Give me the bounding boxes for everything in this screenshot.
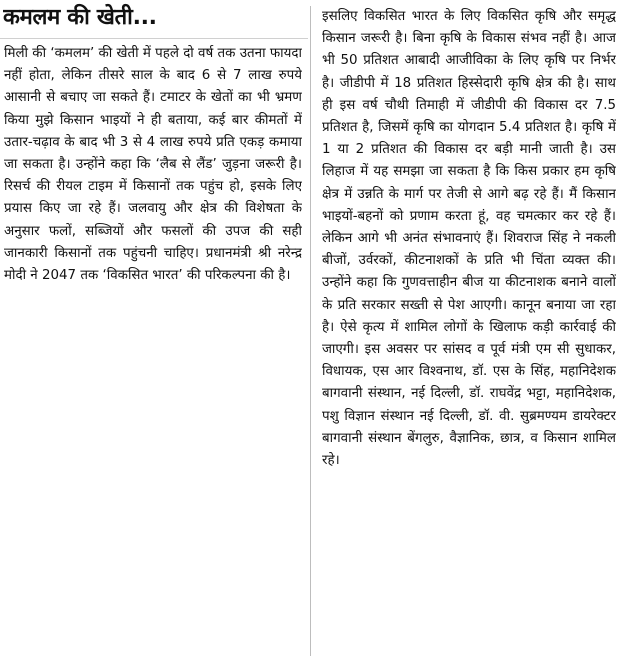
article-right-column: इसलिए विकसित भारत के लिए विकसित कृषि और समृद्ध किसान जरूरी है। बिना कृषि के विकास संभव नहीं है। आज भी 50 प्रतिशत आबादी आजीविका के लिए कृषि पर निर्भर है। जीडीपी में 18 प्रतिशत हिस्सेदारी कृषि क्षेत्र की है। साथ ही इस वर्ष चौथी तिमाही में जीडीपी की विकास दर 7.5 प्रतिशत है, जिसमें कृषि का योगदान 5.4 प्रतिशत है। कृषि में 1 या 2 प्रतिशत की विकास दर बड़ी मानी जाती है। उस लिहाज में यह समझा जा सकता है कि किस प्रकार हम कृषि क्षेत्र में उन्नति के मार्ग पर तेजी से आगे बढ़ रहे हैं। मैं किसान भाइयों-बहनों को प्रणाम करता हूं, वह चमत्कार कर रहे हैं। लेकिन आगे भी अनंत संभावनाएं हैं। शिवराज सिंह ने नकली बीजों, उर्वरकों, कीटनाशकों के प्रति भी चिंता व्यक्त की। उन्होंने कहा कि गुणवत्ताहीन बीज या कीटनाशक बनाने वालों के प्रति सरकार सख्ती से पेश आएगी। कानून बनाया जा रहा है। ऐसे कृत्य में शामिल लोगों के खिलाफ कड़ी कार्रवाई की जाएगी। इस अवसर पर सांसद व पूर्व मंत्री एम सी सुधाकर, विधायक, एस आर विश्वनाथ, डॉ. एस के सिंह, महानिदेशक बागवानी संस्थान, नई दिल्ली, डॉ. राघवेंद्र भट्टा, महानिदेशक, पशु विज्ञान संस्थान नई दिल्ली, डॉ. वी. सुब्रमण्यम डायरेक्टर बागवानी संस्थान बेंगलुरु, वैज्ञानिक, छात्र, व किसान शामिल रहे। [322, 9, 616, 469]
headline-rule [0, 38, 308, 39]
article-left-column: मिली की ‘कमलम’ की खेती में पहले दो वर्ष तक उतना फायदा नहीं होता, लेकिन तीसरे साल के बाद 6 से 7 लाख रुपये आसानी से बचाए जा सकते हैं। टमाटर के खेतों का भी भ्रमण किया मुझे किसान भाइयों ने ही बताया, कई बार कीमतों में उतार-चढ़ाव के बाद भी 3 से 4 लाख रुपये प्रति एकड़ कमाया जा सकता है। उन्होंने कहा कि ‘लैब से लैंड’ जुड़ना जरूरी है। रिसर्च की रीयल टाइम में किसानों तक पहुंच हो, इसके लिए प्रयास किए जा रहे हैं। जलवायु और क्षेत्र की विशेषता के अनुसार फलों, सब्जियों और फसलों की उपज की सही जानकारी किसानों तक पहुंचनी चाहिए। प्रधानमंत्री श्री नरेन्द्र मोदी ने 2047 तक ‘विकसित भारत’ की परिकल्पना की है। [4, 46, 302, 284]
article-headline: कमलम की खेती... [3, 5, 157, 30]
column-divider [310, 6, 311, 656]
